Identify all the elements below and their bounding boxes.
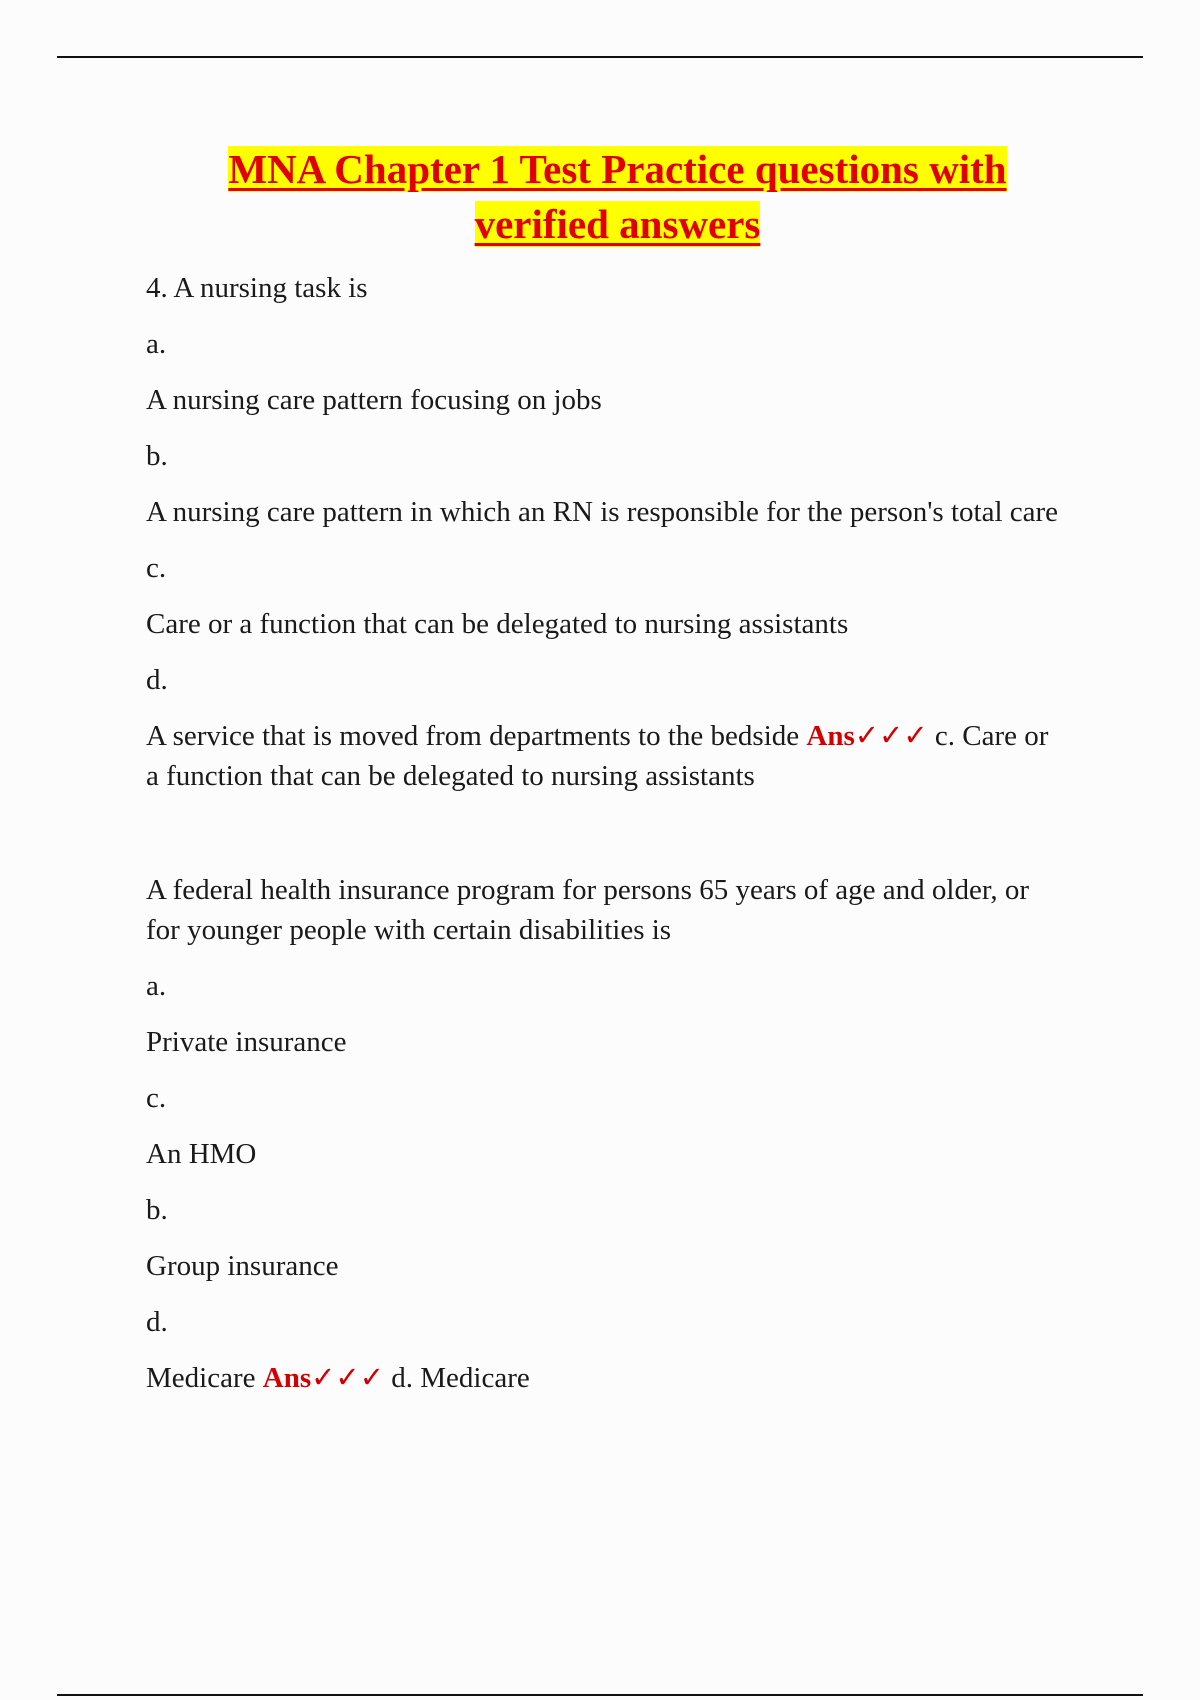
page-title [0,142,1200,252]
q1-option-c-letter: c. [146,552,167,584]
q2-option-b-letter: b. [146,1194,168,1226]
answer-label: Ans [262,1362,312,1394]
title-line-2: verified answers [474,201,761,247]
q2-option-d-line [146,1358,1066,1398]
question-2-text: A federal health insurance program for persons 65 years of age and older, or for younger people with certain disabilities is [146,874,1029,946]
q1-option-b-letter: b. [146,440,168,472]
q2-option-d-text: Medicare [146,1362,256,1394]
bottom-rule [57,1694,1143,1696]
q1-option-a-letter: a. [146,328,167,360]
title-line-1: MNA Chapter 1 Test Practice questions with [228,146,1007,192]
question-1-text: 4. A nursing task is [146,272,368,304]
q2-option-d-letter: d. [146,1306,168,1338]
q1-answer-text: c. Care or a function that can be delegated to nursing assistants [146,720,1049,792]
q2-option-a-text: Private insurance [146,1026,347,1058]
q2-option-c-letter: c. [146,1082,167,1114]
check-icon: ✓✓✓ [854,720,928,752]
q2-option-a-letter: a. [146,970,167,1002]
q2-option-b-text: Group insurance [146,1250,339,1282]
check-icon: ✓✓✓ [311,1362,385,1394]
q1-option-a-text: A nursing care pattern focusing on jobs [146,384,602,416]
q2-option-c-text: An HMO [146,1138,257,1170]
q1-option-d-line [146,716,1066,796]
q1-option-d-text: A service that is moved from departments to the bedside [146,720,800,752]
q2-answer-text: d. Medicare [391,1362,530,1394]
q1-option-b-text: A nursing care pattern in which an RN is responsible for the person's total care [146,496,1059,528]
q1-option-c-text: Care or a function that can be delegated to nursing assistants [146,608,849,640]
q1-option-d-letter: d. [146,664,168,696]
answer-label: Ans [806,720,855,752]
top-rule [57,56,1143,58]
document-body [146,268,1066,1398]
